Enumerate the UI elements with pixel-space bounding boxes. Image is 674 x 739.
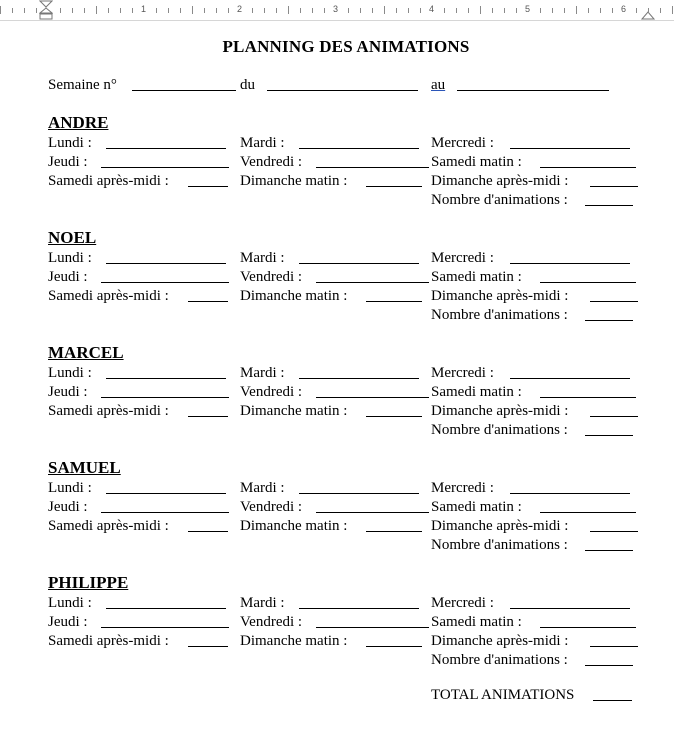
field-blank-dimanche-matin: [366, 186, 422, 187]
field-label-vendredi: Vendredi :: [240, 614, 303, 630]
person-name: MARCEL: [48, 343, 124, 362]
ruler-tick: [420, 8, 421, 13]
field-label-mercredi: Mercredi :: [431, 365, 494, 381]
field-label-dimanche-matin: Dimanche matin :: [240, 633, 348, 649]
field-blank-samedi-matin: [540, 282, 636, 283]
field-label-mardi: Mardi :: [240, 250, 285, 266]
ruler-tick: [492, 8, 493, 13]
ruler-tick: [456, 8, 457, 13]
ruler-tick: [564, 8, 565, 13]
ruler-tick: [516, 8, 517, 13]
field-blank-lundi: [106, 148, 226, 149]
field-label-samedi-apres-midi: Samedi après-midi :: [48, 173, 169, 189]
ruler-tick: [132, 8, 133, 13]
ruler-tick: [636, 8, 637, 13]
person-name: ANDRE: [48, 113, 109, 132]
ruler-tick: [96, 6, 97, 14]
field-blank-vendredi: [316, 167, 429, 168]
field-blank-dimanche-apres-midi: [590, 301, 638, 302]
field-label-dimanche-apres-midi: Dimanche après-midi :: [431, 403, 569, 419]
field-blank-samedi-apres-midi: [188, 646, 228, 647]
field-blank-samedi-apres-midi: [188, 531, 228, 532]
ruler-tick: [204, 8, 205, 13]
total-label: TOTAL ANIMATIONS: [431, 687, 575, 703]
field-label-dimanche-apres-midi: Dimanche après-midi :: [431, 633, 569, 649]
field-label-vendredi: Vendredi :: [240, 384, 303, 400]
field-label-dimanche-apres-midi: Dimanche après-midi :: [431, 173, 569, 189]
semaine-label: Semaine n°: [48, 77, 117, 93]
field-label-vendredi: Vendredi :: [240, 499, 303, 515]
page-title: PLANNING DES ANIMATIONS: [222, 37, 470, 56]
ruler-tick: [504, 8, 505, 13]
field-label-lundi: Lundi :: [48, 250, 92, 266]
field-label-dimanche-matin: Dimanche matin :: [240, 518, 348, 534]
field-blank-nombre: [585, 205, 633, 206]
field-label-nombre: Nombre d'animations :: [431, 307, 568, 323]
ruler-tick: [480, 6, 481, 14]
ruler-tick: [168, 8, 169, 13]
field-blank-mercredi: [510, 148, 630, 149]
field-blank-nombre: [585, 665, 633, 666]
field-blank-mardi: [299, 148, 419, 149]
field-blank-mardi: [299, 263, 419, 264]
field-label-mercredi: Mercredi :: [431, 250, 494, 266]
ruler-tick: [552, 8, 553, 13]
field-blank-dimanche-matin: [366, 531, 422, 532]
field-label-samedi-matin: Samedi matin :: [431, 499, 522, 515]
ruler-tick: [264, 8, 265, 13]
ruler-tick: [588, 8, 589, 13]
field-label-jeudi: Jeudi :: [48, 269, 88, 285]
field-blank-jeudi: [101, 282, 229, 283]
field-label-jeudi: Jeudi :: [48, 154, 88, 170]
field-blank-lundi: [106, 608, 226, 609]
ruler-tick: [12, 8, 13, 13]
field-blank-samedi-apres-midi: [188, 186, 228, 187]
field-blank-dimanche-matin: [366, 301, 422, 302]
au-label: au: [431, 77, 446, 93]
field-blank-jeudi: [101, 512, 229, 513]
ruler-tick: [84, 8, 85, 13]
ruler-tick: [612, 8, 613, 13]
field-blank-mercredi: [510, 263, 630, 264]
ruler-tick: [576, 6, 577, 14]
ruler-tick: [0, 6, 1, 14]
first-line-indent-marker[interactable]: [39, 0, 53, 20]
field-blank-dimanche-apres-midi: [590, 186, 638, 187]
ruler-tick: [324, 8, 325, 13]
ruler-number: 3: [333, 4, 339, 14]
person-name: PHILIPPE: [48, 573, 129, 592]
field-label-nombre: Nombre d'animations :: [431, 192, 568, 208]
field-label-samedi-matin: Samedi matin :: [431, 269, 522, 285]
ruler-tick: [444, 8, 445, 13]
field-blank-mercredi: [510, 608, 630, 609]
field-blank-samedi-matin: [540, 627, 636, 628]
ruler-tick: [468, 8, 469, 13]
ruler-tick: [276, 8, 277, 13]
field-label-jeudi: Jeudi :: [48, 614, 88, 630]
semaine-blank: [132, 90, 236, 91]
field-label-nombre: Nombre d'animations :: [431, 537, 568, 553]
field-label-samedi-apres-midi: Samedi après-midi :: [48, 633, 169, 649]
field-blank-samedi-matin: [540, 512, 636, 513]
field-label-mardi: Mardi :: [240, 480, 285, 496]
field-label-mardi: Mardi :: [240, 135, 285, 151]
ruler-tick: [252, 8, 253, 13]
total-blank: [593, 700, 632, 701]
ruler-number: 5: [525, 4, 531, 14]
ruler-tick: [672, 6, 673, 14]
ruler-number: 4: [429, 4, 435, 14]
field-blank-vendredi: [316, 512, 429, 513]
field-label-dimanche-apres-midi: Dimanche après-midi :: [431, 518, 569, 534]
field-blank-samedi-matin: [540, 167, 636, 168]
ruler-tick: [216, 8, 217, 13]
ruler-number: 1: [141, 4, 147, 14]
ruler-tick: [228, 8, 229, 13]
ruler-number: 2: [237, 4, 243, 14]
ruler-number: 6: [621, 4, 627, 14]
field-blank-mardi: [299, 608, 419, 609]
person-name: SAMUEL: [48, 458, 121, 477]
field-blank-mardi: [299, 378, 419, 379]
field-label-samedi-apres-midi: Samedi après-midi :: [48, 403, 169, 419]
ruler-tick: [156, 8, 157, 13]
field-label-samedi-apres-midi: Samedi après-midi :: [48, 518, 169, 534]
field-blank-dimanche-matin: [366, 646, 422, 647]
field-label-mardi: Mardi :: [240, 595, 285, 611]
au-blank: [457, 90, 609, 91]
field-label-mardi: Mardi :: [240, 365, 285, 381]
ruler-tick: [384, 6, 385, 14]
field-label-mercredi: Mercredi :: [431, 135, 494, 151]
ruler-tick: [600, 8, 601, 13]
ruler-tick: [36, 8, 37, 13]
field-label-vendredi: Vendredi :: [240, 269, 303, 285]
field-label-vendredi: Vendredi :: [240, 154, 303, 170]
field-blank-jeudi: [101, 167, 229, 168]
person-name: NOEL: [48, 228, 97, 247]
field-label-nombre: Nombre d'animations :: [431, 652, 568, 668]
field-blank-samedi-apres-midi: [188, 301, 228, 302]
ruler-tick: [648, 8, 649, 13]
field-label-samedi-matin: Samedi matin :: [431, 614, 522, 630]
field-label-mercredi: Mercredi :: [431, 595, 494, 611]
ruler-tick: [312, 8, 313, 13]
ruler-tick: [108, 8, 109, 13]
field-blank-mercredi: [510, 493, 630, 494]
field-blank-mardi: [299, 493, 419, 494]
field-label-nombre: Nombre d'animations :: [431, 422, 568, 438]
ruler-tick: [360, 8, 361, 13]
ruler-tick: [372, 8, 373, 13]
field-blank-dimanche-apres-midi: [590, 646, 638, 647]
field-label-mercredi: Mercredi :: [431, 480, 494, 496]
ruler-tick: [72, 8, 73, 13]
field-label-samedi-matin: Samedi matin :: [431, 384, 522, 400]
field-blank-jeudi: [101, 397, 229, 398]
field-blank-dimanche-apres-midi: [590, 531, 638, 532]
field-blank-lundi: [106, 378, 226, 379]
field-blank-dimanche-apres-midi: [590, 416, 638, 417]
ruler-tick: [660, 8, 661, 13]
ruler-tick: [396, 8, 397, 13]
field-blank-vendredi: [316, 627, 429, 628]
field-label-dimanche-matin: Dimanche matin :: [240, 403, 348, 419]
field-blank-nombre: [585, 320, 633, 321]
field-blank-jeudi: [101, 627, 229, 628]
field-label-lundi: Lundi :: [48, 365, 92, 381]
ruler: [0, 0, 674, 21]
field-label-lundi: Lundi :: [48, 595, 92, 611]
du-label: du: [240, 77, 255, 93]
ruler-tick: [180, 8, 181, 13]
field-blank-lundi: [106, 493, 226, 494]
field-blank-lundi: [106, 263, 226, 264]
ruler-tick: [60, 8, 61, 13]
field-label-jeudi: Jeudi :: [48, 384, 88, 400]
ruler-tick: [408, 8, 409, 13]
field-blank-nombre: [585, 550, 633, 551]
field-label-jeudi: Jeudi :: [48, 499, 88, 515]
field-blank-vendredi: [316, 397, 429, 398]
ruler-tick: [192, 6, 193, 14]
du-blank: [267, 90, 418, 91]
field-blank-samedi-apres-midi: [188, 416, 228, 417]
field-label-lundi: Lundi :: [48, 135, 92, 151]
field-label-dimanche-matin: Dimanche matin :: [240, 288, 348, 304]
field-label-dimanche-matin: Dimanche matin :: [240, 173, 348, 189]
field-label-samedi-matin: Samedi matin :: [431, 154, 522, 170]
ruler-tick: [348, 8, 349, 13]
ruler-tick: [300, 8, 301, 13]
ruler-tick: [540, 8, 541, 13]
field-blank-samedi-matin: [540, 397, 636, 398]
field-blank-nombre: [585, 435, 633, 436]
field-blank-mercredi: [510, 378, 630, 379]
field-label-samedi-apres-midi: Samedi après-midi :: [48, 288, 169, 304]
field-blank-dimanche-matin: [366, 416, 422, 417]
ruler-tick: [24, 8, 25, 13]
ruler-tick: [288, 6, 289, 14]
field-blank-vendredi: [316, 282, 429, 283]
field-label-lundi: Lundi :: [48, 480, 92, 496]
field-label-dimanche-apres-midi: Dimanche après-midi :: [431, 288, 569, 304]
ruler-tick: [120, 8, 121, 13]
